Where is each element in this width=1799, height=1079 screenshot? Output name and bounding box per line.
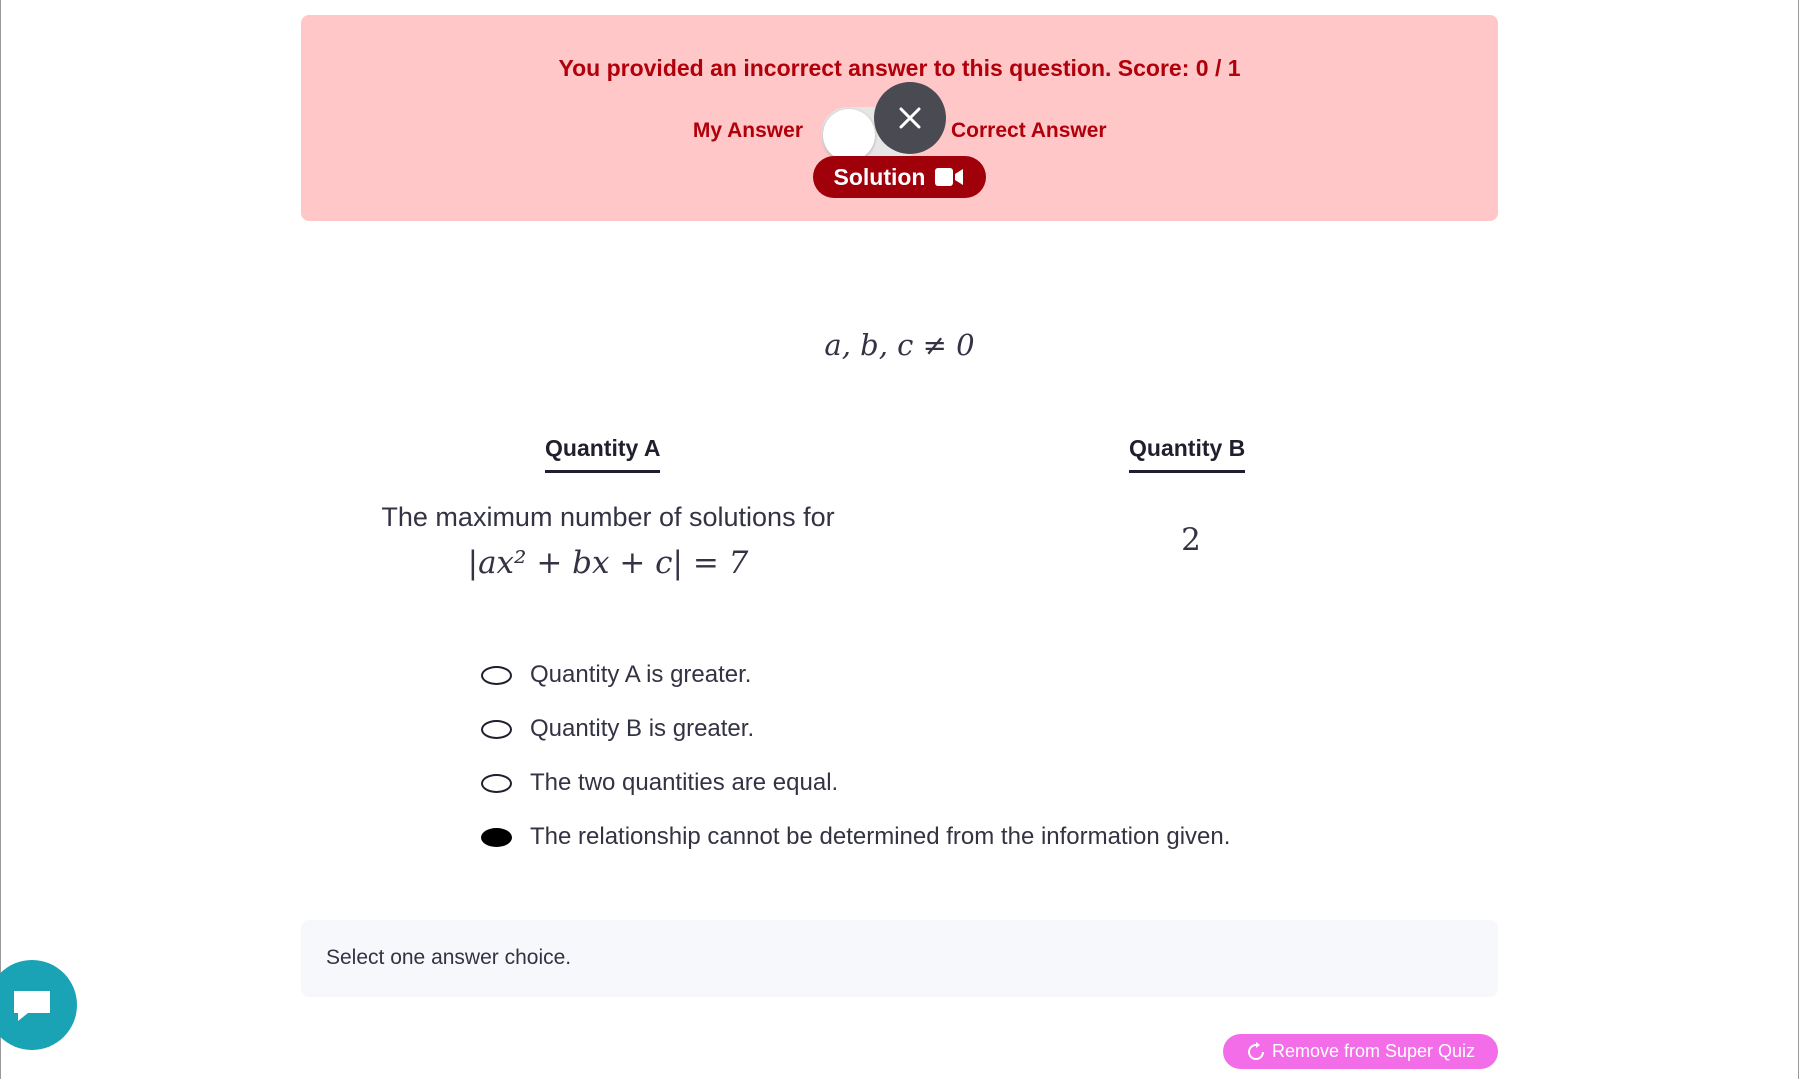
toggle-knob[interactable] — [823, 109, 875, 161]
quantity-a-equation: |ax² + bx + c| = 7 — [467, 545, 749, 581]
answer-choice-selected[interactable] — [481, 810, 1230, 864]
solution-label: Solution — [833, 163, 926, 190]
instruction-box — [301, 920, 1498, 997]
chat-icon — [10, 985, 54, 1025]
refresh-icon — [1246, 1042, 1266, 1062]
feedback-message: You provided an incorrect answer to this question. Score: 0 / 1 — [558, 55, 1241, 81]
instruction-text: Select one answer choice. — [326, 946, 572, 969]
chat-button[interactable] — [0, 960, 77, 1050]
radio-button[interactable] — [481, 666, 512, 685]
correct-answer-label[interactable]: Correct Answer — [951, 119, 1107, 142]
answer-choice[interactable] — [481, 756, 1230, 810]
answer-choices — [481, 648, 1230, 864]
solution-button[interactable] — [813, 156, 986, 198]
question-condition: a, b, c ≠ 0 — [824, 328, 975, 362]
choice-label[interactable]: Quantity A is greater. — [530, 661, 752, 688]
remove-button-label: Remove from Super Quiz — [1271, 1041, 1476, 1061]
radio-button[interactable] — [481, 774, 512, 793]
feedback-banner — [301, 15, 1498, 221]
remove-from-super-quiz-button[interactable] — [1223, 1034, 1498, 1069]
answer-toggle-row — [301, 99, 1498, 159]
choice-label[interactable]: The two quantities are equal. — [530, 769, 839, 796]
choice-label[interactable]: Quantity B is greater. — [530, 715, 755, 742]
radio-button-selected[interactable] — [481, 828, 512, 847]
close-icon — [897, 105, 923, 131]
quantity-a-header: Quantity A — [545, 435, 660, 473]
quantity-a-text: The maximum number of solutions for — [381, 502, 835, 532]
video-camera-icon — [935, 167, 965, 187]
answer-choice[interactable] — [481, 702, 1230, 756]
close-button[interactable] — [874, 82, 946, 154]
radio-button[interactable] — [481, 720, 512, 739]
my-answer-label[interactable]: My Answer — [692, 119, 803, 142]
choice-label[interactable]: The relationship cannot be determined from the information given. — [530, 823, 1231, 850]
quantity-b-value: 2 — [1181, 522, 1201, 558]
quantity-b-header: Quantity B — [1129, 435, 1245, 473]
answer-choice[interactable] — [481, 648, 1230, 702]
